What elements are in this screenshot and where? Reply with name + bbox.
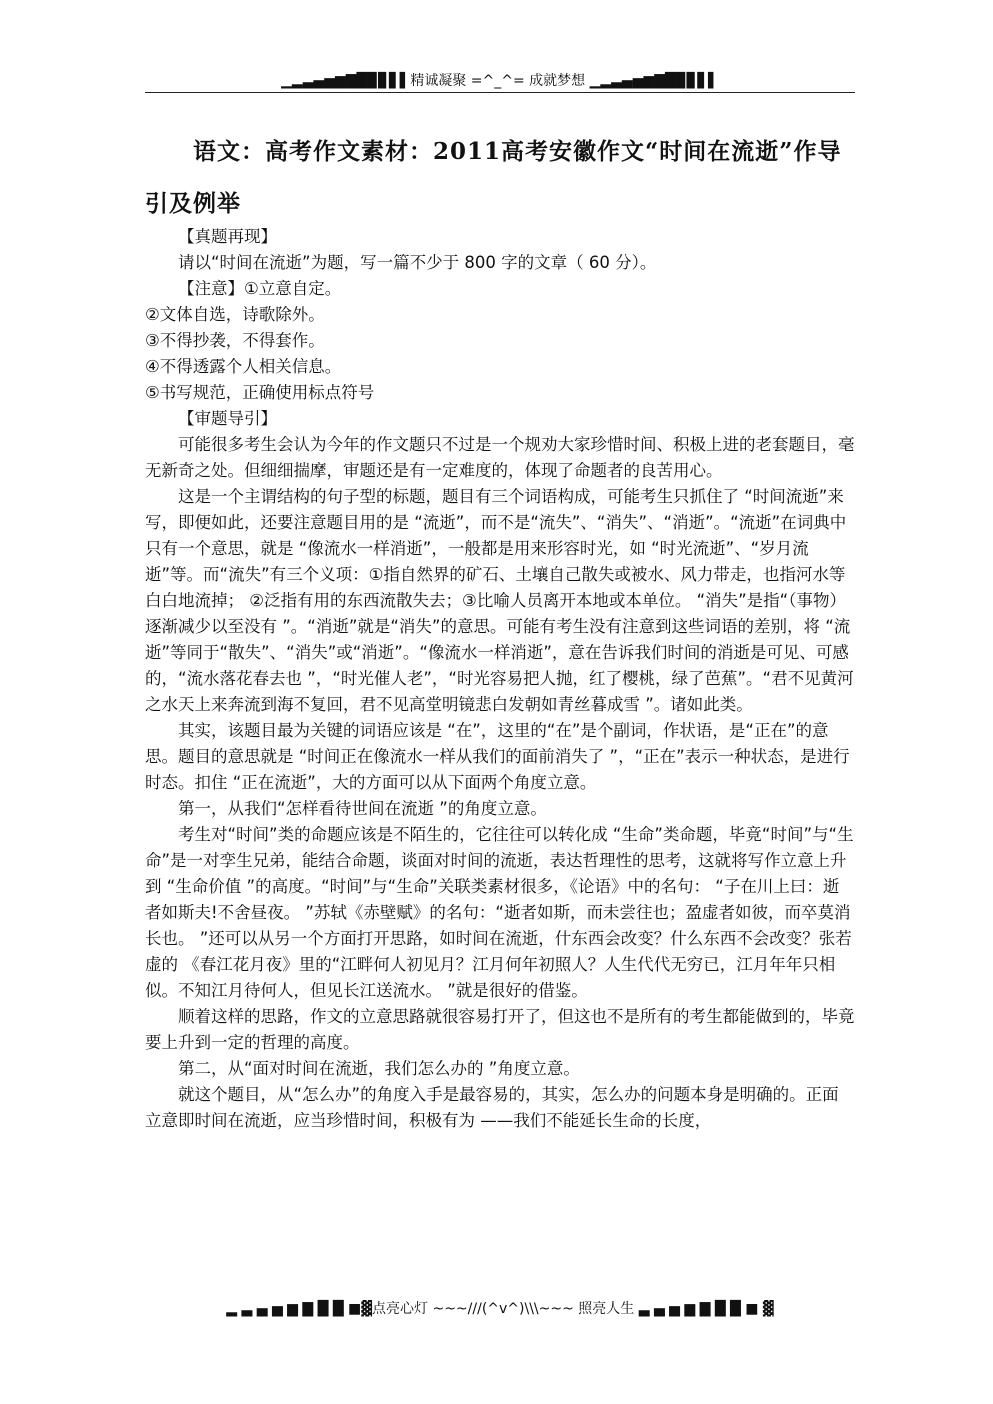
paragraph: 其实，该题目最为关键的词语应该是 “在”，这里的“在”是个副词，作状语，是“正在”的意思。题目的意思就是 “时间正在像流水一样从我们的面前消失了 ”，“正在”表示一种状态，是进行时态。扣住 “正在流逝”，大的方面可以从下面两个角度立意。 bbox=[145, 721, 850, 792]
paragraph: 就这个题目，从“怎么办”的角度入手是最容易的，其实，怎么办的问题本身是明确的。正面立意即时间在流逝，应当珍惜时间，积极有为 ——我们不能延长生命的长度， bbox=[145, 1085, 839, 1130]
paragraph: 考生对“时间”类的命题应该是不陌生的，它往往可以转化成 “生命”类命题，毕竟“时间”与“生命”是一对孪生兄弟，能结合命题，谈面对时间的流逝，表达哲理性的思考，这就将写作立意上升到 “生命价值 ”的高度。“时间”与“生命”关联类素材很多，《论语》中的名句： “子在川上曰：逝者如斯夫!不舍昼夜。 ”苏轼《赤壁赋》的名句：“逝者如斯，而未尝往也；盈虚者如彼，而卒莫消长也。 ”还可以从另一个方面打开思路，如时间在流逝，什东西会改变？什么东西不会改变？张若虚的 《春江花月夜》里的“江畔何人初见月？江月何年初照人？人生代代无穷已，江月年年只相似。不知江月待何人，但见长江送流水。 ”就是很好的借鉴。 bbox=[145, 825, 854, 1000]
paragraph: ②文体自选，诗歌除外。 bbox=[145, 305, 325, 324]
paragraph: ④不得透露个人相关信息。 bbox=[145, 357, 342, 376]
paragraph: 第一，从我们“怎样看待世间在流逝 ”的角度立意。 bbox=[178, 799, 547, 818]
paragraph: 【注意】①立意自定。 bbox=[178, 279, 342, 298]
page-header: ▁▂▃▄▅▆▇█▉▊▋▌精诚凝聚 =^_^= 成就梦想 ▁▂▃▄▅▆▇█▉▊▋▌ bbox=[281, 73, 719, 89]
page-footer: ▂ ▃ ▄ ▅ ▆ ▇ █ █ ■▓点亮心灯 ~~~///(^v^)\\\~~~ 照亮人生 ▃ ▄ ▅ ▆ ▇ █ █ ■ ▓ bbox=[226, 1301, 774, 1317]
paragraph: 顺着这样的思路，作文的立意思路就很容易打开了，但这也不是所有的考生都能做到的，毕竟要上升到一定的哲理的高度。 bbox=[145, 1007, 855, 1052]
section-heading: 【审题导引】 bbox=[178, 409, 277, 428]
paragraph: 第二，从“面对时间在流逝，我们怎么办的 ”角度立意。 bbox=[178, 1059, 580, 1078]
document-body bbox=[145, 224, 855, 1134]
paragraph: ③不得抄袭，不得套作。 bbox=[145, 331, 325, 350]
header-divider bbox=[145, 92, 855, 93]
paragraph: 可能很多考生会认为今年的作文题只不过是一个规劝大家珍惜时间、积极上进的老套题目，毫无新奇之处。但细细揣摩，审题还是有一定难度的，体现了命题者的良苦用心。 bbox=[145, 435, 855, 480]
document-title: 语文：高考作文素材：2011高考安徽作文“时间在流逝”作导引及例举 bbox=[145, 138, 842, 217]
paragraph: 这是一个主谓结构的句子型的标题，题目有三个词语构成，可能考生只抓住了 “时间流逝”来写，即便如此，还要注意题目用的是 “流逝”，而不是“流失”、“消失”、“消逝”。“流逝”在词典中只有一个意思，就是 “像流水一样消逝”，一般都是用来形容时光，如 “时光流逝”、“岁月流逝”等。而“流失”有三个义项：①指自然界的矿石、土壤自己散失或被水、风力带走，也指河水等白白地流掉； ②泛指有用的东西流散失去；③比喻人员离开本地或本单位。 “消失”是指“（事物）逐渐减少以至没有 ”。“消逝”就是“消失”的意思。可能有考生没有注意到这些词语的差别，将 “流逝”等同于“散失”、“消失”或“消逝”。“像流水一样消逝”，意在告诉我们时间的消逝是可见、可感的，“流水落花春去也 ”，“时光催人老”，“时光容易把人抛，红了樱桃，绿了芭蕉”。“君不见黄河之水天上来奔流到海不复回，君不见高堂明镜悲白发朝如青丝暮成雪 ”。诸如此类。 bbox=[145, 487, 854, 714]
paragraph: ⑤书写规范，正确使用标点符号 bbox=[145, 383, 375, 402]
section-heading: 【真题再现】 bbox=[178, 227, 277, 246]
paragraph: 请以“时间在流逝”为题，写一篇不少于 800 字的文章（ 60 分）。 bbox=[178, 253, 657, 272]
